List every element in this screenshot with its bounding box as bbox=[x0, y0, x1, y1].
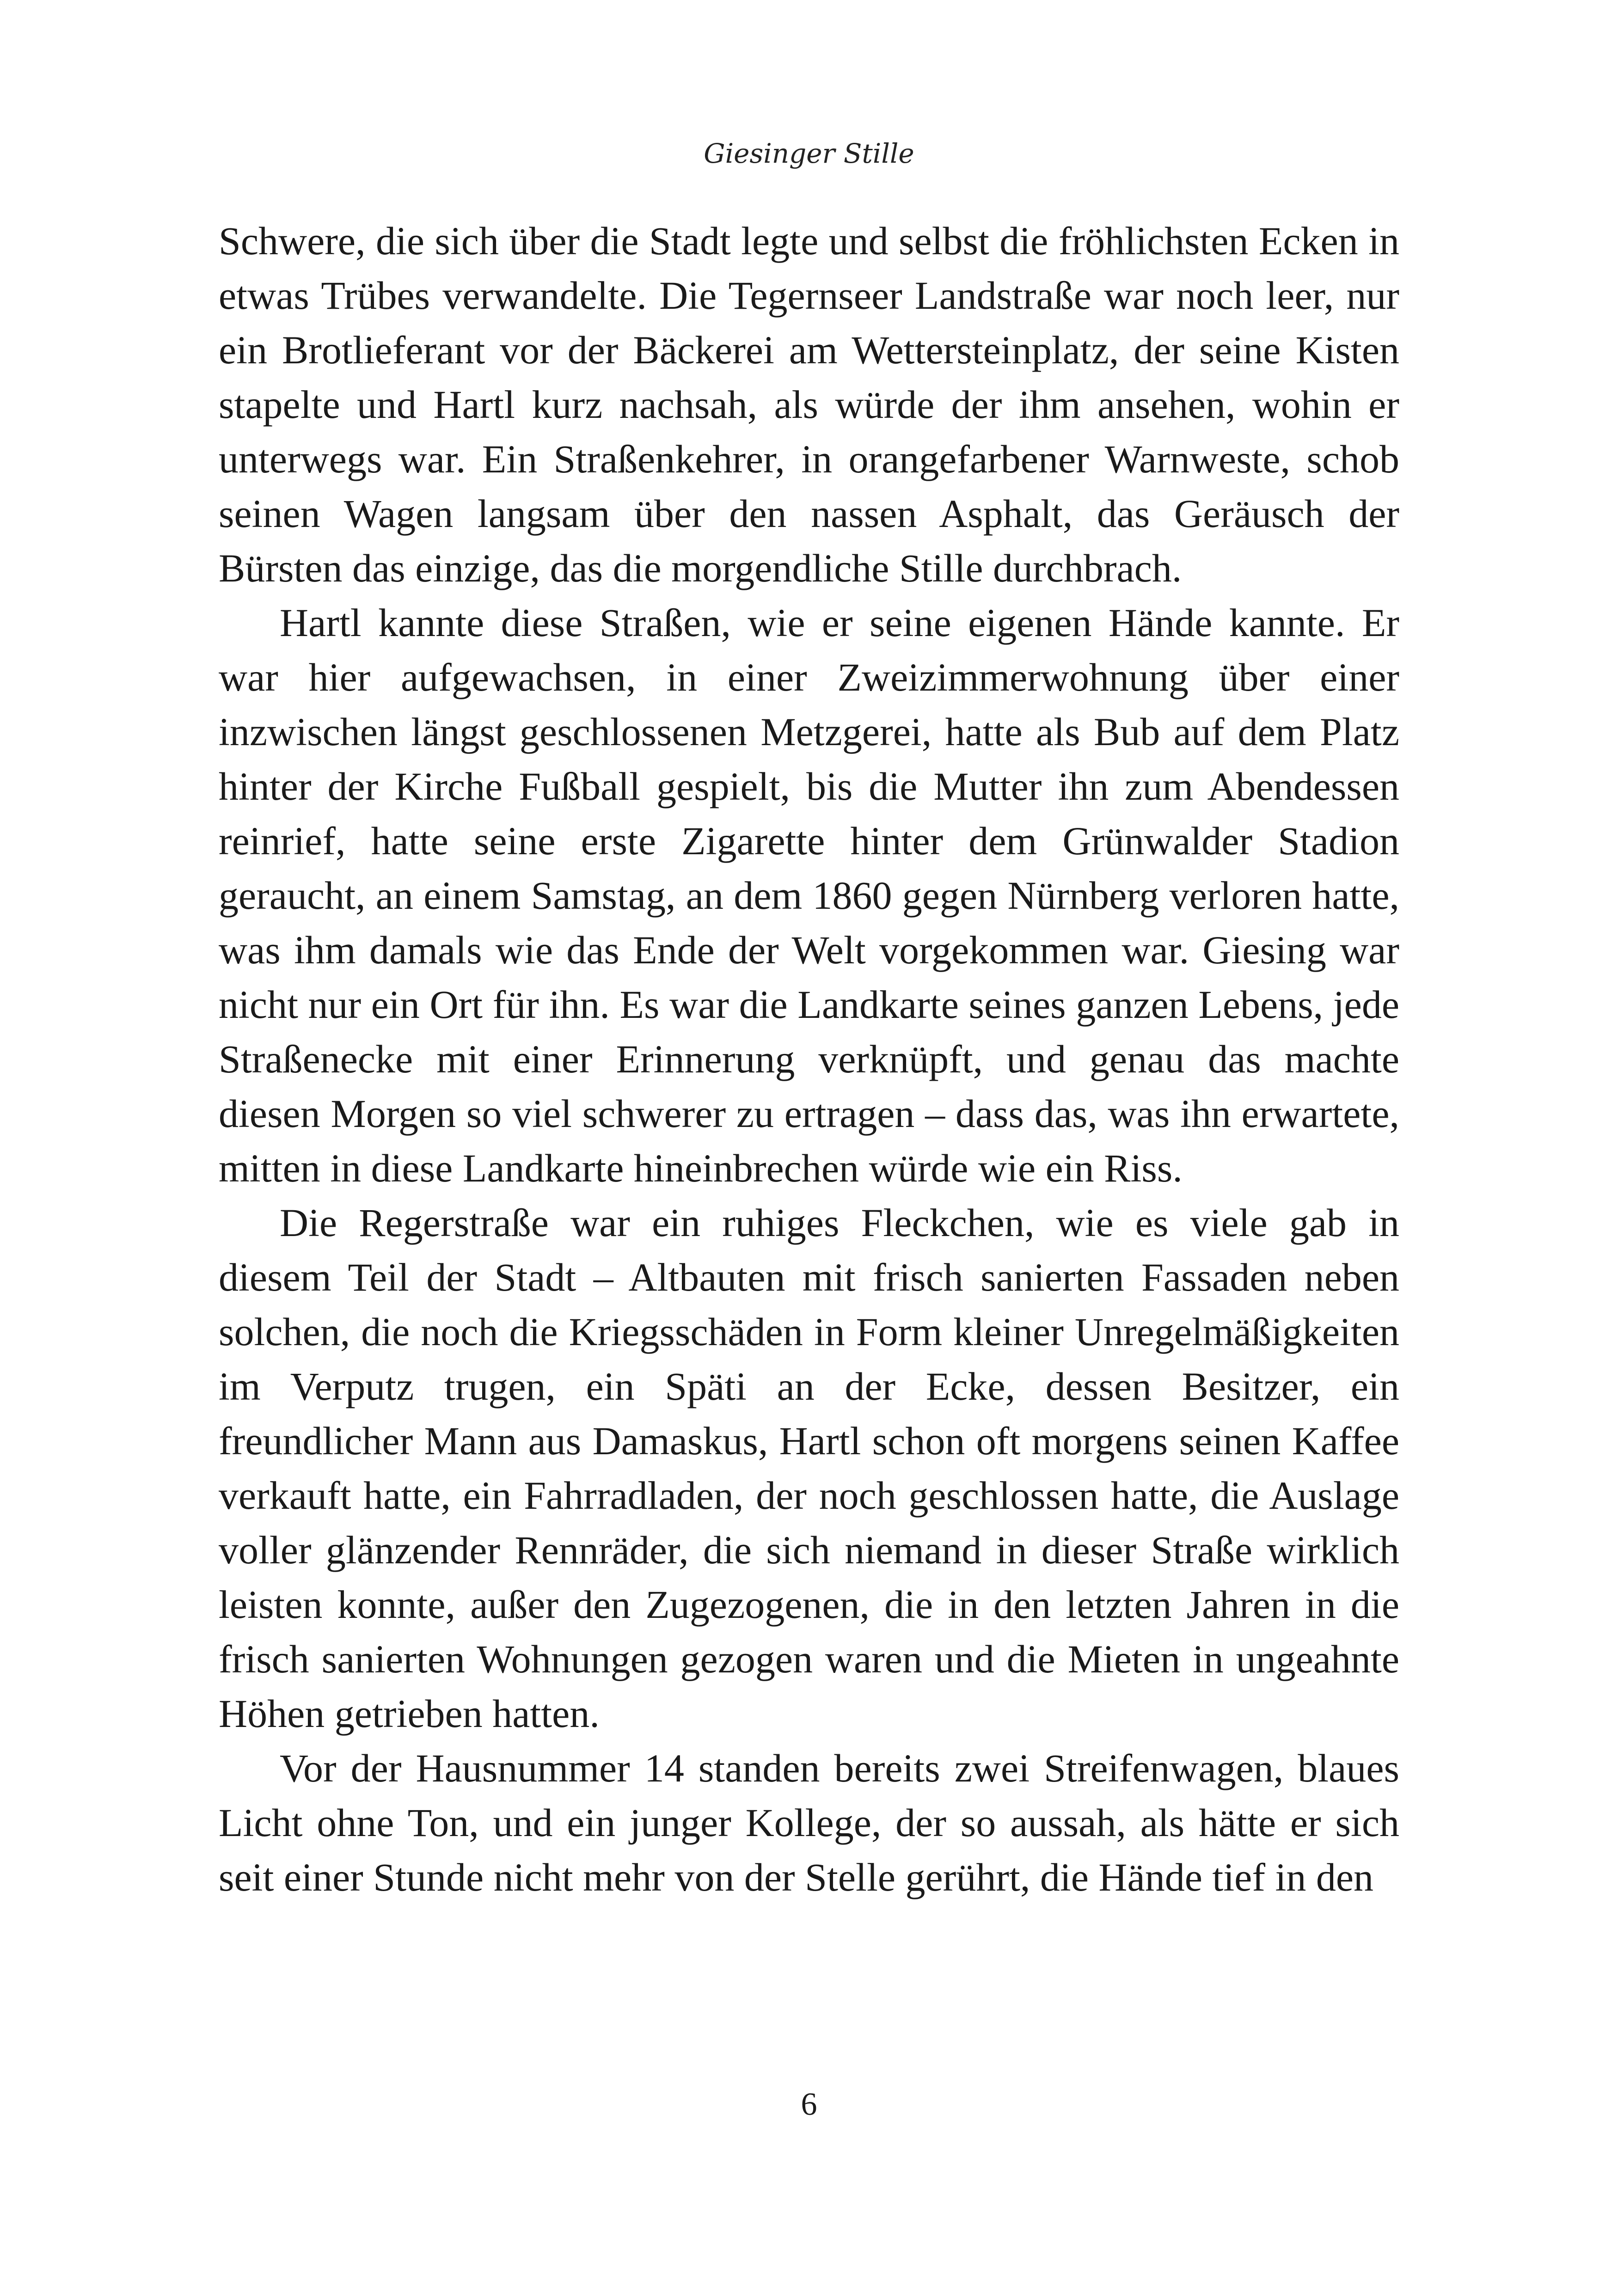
body-text bbox=[219, 214, 1399, 1904]
page-number: 6 bbox=[801, 2087, 817, 2122]
paragraph-3: Die Regerstraße war ein ruhiges Fleckchen, wie es viele gab in diesem Teil der Stadt – Altbauten mit frisch sanierten Fassaden neben solchen, die noch die Kriegsschäden in Form kleiner Unregelmäßigkeiten im Verputz trugen, ein Späti an der Ecke, dessen Besitzer, ein freundlicher Mann aus Damaskus, Hartl schon oft morgens seinen Kaffee verkauft hatte, ein Fahrradladen, der noch geschlossen hatte, die Auslage voller glänzender Rennräder, die sich niemand in dieser Straße wirklich leisten konnte, außer den Zugezogenen, die in den letzten Jahren in die frisch sanierten Wohnungen gezogen waren und die Mieten in ungeahnte Höhen getrieben hatten. bbox=[219, 1200, 1399, 1736]
paragraph-1: Schwere, die sich über die Stadt legte und selbst die fröhlichsten Ecken in etwas Trübes verwandelte. Die Tegernseer Landstraße war noch leer, nur ein Brotlieferant vor der Bäckerei am Wettersteinplatz, der seine Kisten stapelte und Hartl kurz nachsah, als würde der ihm ansehen, wohin er unterwegs war. Ein Straßenkehrer, in orangefarbener Warnweste, schob seinen Wagen langsam über den nassen Asphalt, das Geräusch der Bürsten das einzige, das die morgendliche Stille durchbrach. bbox=[219, 219, 1399, 590]
paragraph-4: Vor der Hausnummer 14 standen bereits zwei Streifenwagen, blaues Licht ohne Ton, und ein junger Kollege, der so aussah, als hätte er sich seit einer Stunde nicht mehr von der Stelle gerührt, die Hände tief in den bbox=[219, 1746, 1399, 1899]
running-head: Giesinger Stille bbox=[704, 138, 914, 169]
paragraph-2: Hartl kannte diese Straßen, wie er seine eigenen Hände kannte. Er war hier aufgewachsen, in einer Zweizimmerwohnung über einer inzwischen längst geschlossenen Metzgerei, hatte als Bub auf dem Platz hinter der Kirche Fußball gespielt, bis die Mutter ihn zum Abendessen reinrief, hatte seine erste Zigarette hinter dem Grünwalder Stadion geraucht, an einem Samstag, an dem 1860 gegen Nürnberg verloren hatte, was ihm damals wie das Ende der Welt vorgekommen war. Giesing war nicht nur ein Ort für ihn. Es war die Landkarte seines ganzen Lebens, jede Straßenecke mit einer Erinnerung verknüpft, und genau das machte diesen Morgen so viel schwerer zu ertragen – dass das, was ihn erwartete, mitten in diese Landkarte hineinbrechen würde wie ein Riss. bbox=[219, 600, 1399, 1190]
